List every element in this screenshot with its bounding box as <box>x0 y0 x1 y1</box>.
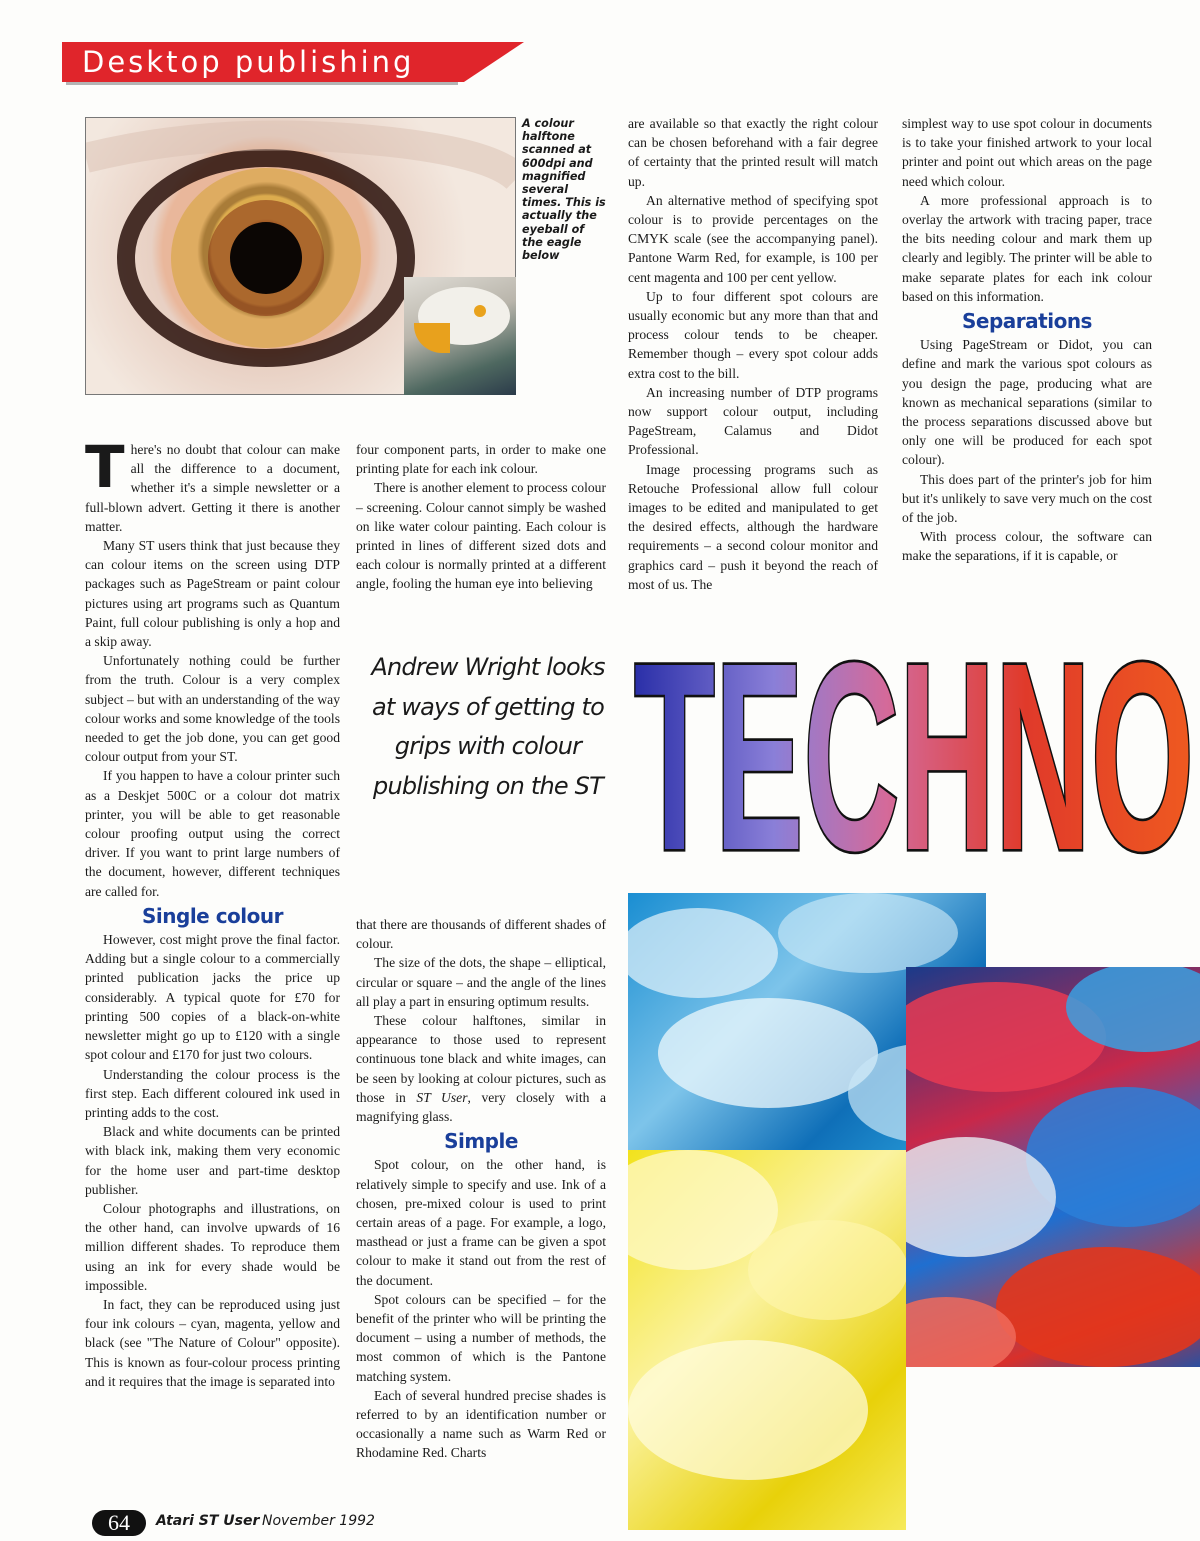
paragraph: There is another element to process colour – screening. Colour cannot simply be washed on like water colour painting. Each colour is printed in lines of different sized dots and each colour is normally printed at a different angle, fooling the human eye into believing <box>356 480 606 592</box>
column-3 <box>628 114 878 594</box>
paragraph: simplest way to use spot colour in documents is to take your finished artwork to your local printer and point out which areas on the page need which colour. <box>902 116 1152 189</box>
paragraph: With process colour, the software can make the separations, if it is capable, or <box>902 529 1152 564</box>
paragraph: This does part of the printer's job for him but it's unlikely to save very much on the cost of the job. <box>902 471 1152 526</box>
paragraph: are available so that exactly the right colour can be chosen beforehand with a fair degree of certainty that the printed result will match up. <box>628 116 878 189</box>
column-2-top <box>356 440 606 594</box>
paragraph: Understanding the colour process is the first step. Each different coloured ink used in printing adds to the cost. <box>85 1066 340 1120</box>
techno-title-graphic <box>628 620 1200 888</box>
issue-date: November 1992 <box>262 1513 375 1529</box>
eagle-beak <box>414 323 450 353</box>
standfirst: Andrew Wright looks at ways of getting to grips with colour publishing on the ST <box>371 653 605 800</box>
paragraph: A more professional approach is to overlay the artwork with tracing paper, trace the bits needing colour and mark them up clearly and legibly. The printer will be able to make separate plates for each ink colour based on this information. <box>902 192 1152 304</box>
paragraph: An alternative method of specifying spot colour is to provide percentages on the CMYK scale (see the accompanying panel). Pantone Warm Red, for example, is 100 per cent magenta and 100 per cent yellow. <box>628 192 878 285</box>
column-4 <box>902 114 1152 566</box>
image-caption: A colour halftone scanned at 600dpi and magnified several times. This is actually the eyeball of the eagle below <box>522 117 606 263</box>
column-2-bottom <box>356 915 606 1463</box>
yellow-parasol-shapes <box>628 1150 906 1530</box>
paragraph: Many ST users think that just because they can colour items on the screen using DTP packages such as PageStream or paint colour pictures using art programs such as Quantum Paint, full colour publishing is only a hop and a skip away. <box>85 538 340 650</box>
paragraph: Each of several hundred precise shades is referred to by an identification number or occasionally a name such as Warm Red or Rhodamine Red. Charts <box>356 1387 606 1461</box>
eagle-eye <box>474 305 486 317</box>
intro-paragraph <box>85 433 340 536</box>
colour-parasol-shapes <box>906 967 1200 1367</box>
paragraph: An increasing number of DTP programs now support colour output, including PageStream, Calamus and Didot Professional. <box>628 384 878 458</box>
paragraph: Colour photographs and illustrations, on the other hand, can involve upwards of 16 million different shades. To reproduce them using an ink for every shade would be impossible. <box>85 1200 340 1293</box>
colour-parasol-photo <box>906 967 1200 1367</box>
section-title: Desktop publishing <box>82 45 415 79</box>
paragraph: The size of the dots, the shape – elliptical, circular or square – and the angle of the lines all play a part in ensuring optimum results. <box>356 955 606 1009</box>
paragraph <box>356 1011 606 1126</box>
text-run: These colour halftones, similar in appearance to those used to represent continuous tone black and white images, can be seen by looking at colour pictures, such as those in <box>356 1013 606 1105</box>
heading-simple: Simple <box>444 1129 518 1154</box>
column-1 <box>85 433 340 1391</box>
paragraph: Unfortunately nothing could be further from the truth. Colour is a very complex subject – but with an understanding of the way colour works and some knowledge of the tools needed to get the job done, you can get good colour output from your ST. <box>85 653 340 765</box>
yellow-parasol-photo <box>628 1150 906 1530</box>
magazine-name: Atari ST User <box>156 1513 260 1529</box>
eagle-photo <box>404 277 516 395</box>
paragraph: However, cost might prove the final factor. Adding but a single colour to a commercially printed publication jacks the price up considerably. A typical quote for £70 for printing 500 copies of a black-on-white newsletter might go up to £120 with a single spot colour and £170 for just two colours. <box>85 932 340 1063</box>
heading-single-colour: Single colour <box>142 903 283 928</box>
drop-cap: T <box>85 433 125 501</box>
paragraph: Spot colours can be specified – for the benefit of the printer who will be printing the document – using a number of methods, the most common of which is the Pantone matching system. <box>356 1291 606 1384</box>
paragraph: In fact, they can be reproduced using just four ink colours – cyan, magenta, yellow and black (see "The Nature of Colour" opposite). This is known as four-colour process printing and it requires that the image is separated into <box>85 1296 340 1389</box>
techno-text: TECHNO <box>634 620 1194 888</box>
paragraph: four component parts, in order to make one printing plate for each ink colour. <box>356 442 606 477</box>
paragraph: Spot colour, on the other hand, is relatively simple to specify and use. Ink of a chosen, pre-mixed colour is used to print certain areas of a page. For example, a logo, masthead or just a frame can be given a spot colour to make it stand out from the rest of the document. <box>356 1157 606 1288</box>
paragraph: Black and white documents can be printed with black ink, making them very economic for the home user and part-time desktop publisher. <box>85 1124 340 1197</box>
paragraph: Up to four different spot colours are usually economic but any more than that and process colour tends to be cheaper. Remember though – every spot colour adds extra cost to the bill. <box>628 288 878 381</box>
text-run: , very closely with a magnifying glass. <box>356 1089 606 1125</box>
paragraph: If you happen to have a colour printer such as a Deskjet 500C or a colour dot matrix printer, you will be able to get reasonable colour proofing output using the correct driver. If you want to print large numbers of the document, however, different techniques are called for. <box>85 768 340 899</box>
italic-title: ST User <box>416 1089 468 1105</box>
paragraph: that there are thousands of different shades of colour. <box>356 917 606 952</box>
heading-separations: Separations <box>962 309 1092 334</box>
paragraph: Using PageStream or Didot, you can define and mark the various spot colours as you design the page, producing what are known as mechanical separations (similar to the process separations discussed above but only one will be produced for each spot colour). <box>902 337 1152 468</box>
paragraph-text: here's no doubt that colour can make all the difference to a document, whether it's a simple newsletter or a full-blown advert. Getting it there is another matter. <box>85 442 340 534</box>
paragraph: Image processing programs such as Retouche Professional allow full colour images to be edited and manipulated to get the desired effects, although the hardware requirements – a second colour monitor and graphics card – push it beyond the reach of most of us. The <box>628 461 878 592</box>
page-number: 64 <box>92 1510 146 1536</box>
